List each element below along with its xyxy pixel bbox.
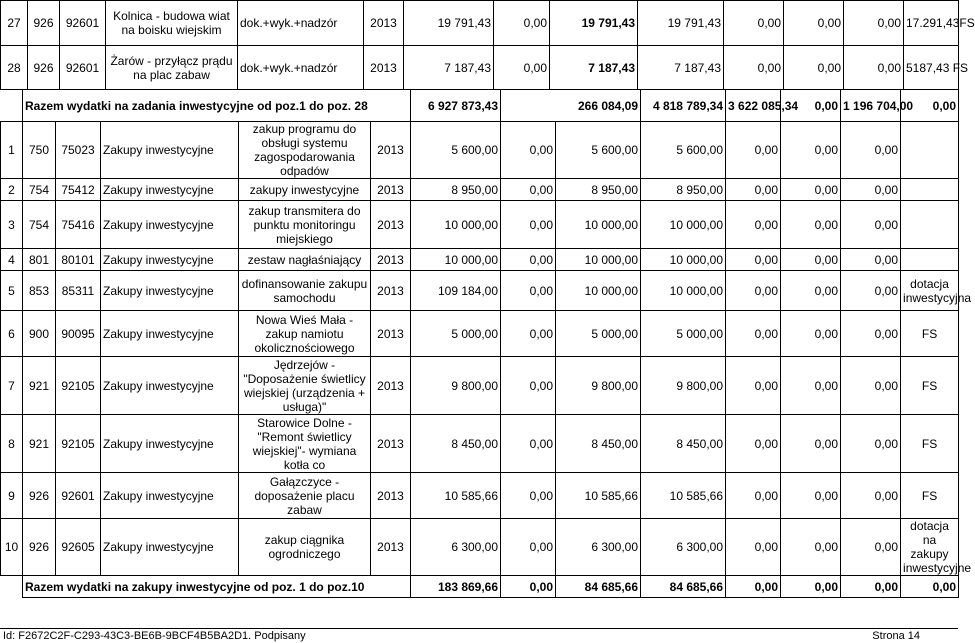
value-cell: 0,00	[501, 311, 556, 357]
value-cell: 0,00	[781, 179, 841, 201]
year-cell: 2013	[371, 519, 411, 576]
value-cell: 0,00	[844, 46, 904, 90]
table-row	[1, 271, 959, 311]
value-cell: 0,00	[501, 415, 556, 473]
value-cell: 8 450,00	[641, 415, 726, 473]
value-cell: 0,00	[501, 122, 556, 179]
value-cell: 0,00	[781, 473, 841, 519]
lp-cell: 9	[1, 473, 23, 519]
value-cell: 0,00	[501, 201, 556, 249]
value-cell: 0,00	[781, 122, 841, 179]
rozdzial-cell: 92601	[56, 473, 101, 519]
value-cell: 0,00	[501, 473, 556, 519]
value-cell: 109 184,00	[411, 271, 501, 311]
value-cell: 8 450,00	[411, 415, 501, 473]
description-cell: Gałązczyce - doposażenie placu zabaw	[239, 473, 371, 519]
total-label: Razem wydatki na zadania inwestycyjne od poz.1 do poz. 28	[23, 90, 411, 122]
total-value: 0,00	[781, 90, 841, 122]
value-cell: 0,00	[501, 519, 556, 576]
value-cell: 0,00	[726, 201, 781, 249]
total-value: 0,00	[501, 576, 556, 598]
year-cell: 2013	[371, 311, 411, 357]
value-cell: 0,00	[724, 46, 784, 90]
value-cell: 0,00	[841, 415, 901, 473]
notes-cell	[901, 179, 959, 201]
value-cell: 0,00	[781, 249, 841, 271]
total-value: 3 622 085,34	[726, 90, 781, 122]
table-row	[1, 357, 959, 415]
value-cell: 0,00	[841, 357, 901, 415]
rozdzial-cell: 92105	[56, 357, 101, 415]
value-cell: 10 000,00	[556, 249, 641, 271]
year-cell: 2013	[371, 249, 411, 271]
value-cell: 19 791,43	[638, 1, 724, 46]
value-cell: 5 600,00	[641, 122, 726, 179]
value-cell: 6 300,00	[556, 519, 641, 576]
value-cell: 10 585,66	[641, 473, 726, 519]
value-cell: 0,00	[781, 357, 841, 415]
value-cell: 0,00	[494, 46, 550, 90]
dzial-cell: 926	[28, 1, 60, 46]
year-cell: 2013	[371, 473, 411, 519]
notes-cell: 17.291,43FS	[904, 1, 959, 46]
value-cell: 0,00	[784, 1, 844, 46]
task-name-cell: Zakupy inwestycyjne	[101, 415, 239, 473]
total-value: 266 084,09	[501, 90, 641, 122]
value-cell: 8 950,00	[411, 179, 501, 201]
table-row	[1, 201, 959, 249]
value-cell: 0,00	[781, 201, 841, 249]
value-cell: 5 000,00	[411, 311, 501, 357]
value-cell: 0,00	[841, 122, 901, 179]
task-name-cell: Żarów - przyłącz prądu na plac zabaw	[106, 46, 238, 90]
value-cell: 10 000,00	[641, 249, 726, 271]
value-cell: 8 950,00	[641, 179, 726, 201]
value-cell: 0,00	[841, 179, 901, 201]
value-cell: 0,00	[501, 249, 556, 271]
value-cell: 10 000,00	[641, 201, 726, 249]
rozdzial-cell: 80101	[56, 249, 101, 271]
value-cell: 0,00	[781, 271, 841, 311]
value-cell: 0,00	[841, 519, 901, 576]
notes-cell: FS	[901, 473, 959, 519]
rozdzial-cell: 75412	[56, 179, 101, 201]
dzial-cell: 801	[23, 249, 56, 271]
value-cell: 8 950,00	[556, 179, 641, 201]
task-name-cell: Zakupy inwestycyjne	[101, 311, 239, 357]
value-cell: 0,00	[781, 519, 841, 576]
year-cell: 2013	[364, 1, 404, 46]
investment-table-main	[0, 89, 972, 598]
value-cell: 0,00	[726, 179, 781, 201]
value-cell: 19 791,43	[404, 1, 494, 46]
value-cell: 0,00	[501, 179, 556, 201]
dzial-cell: 750	[23, 122, 56, 179]
rozdzial-cell: 85311	[56, 271, 101, 311]
lp-cell: 8	[1, 415, 23, 473]
value-cell: 0,00	[501, 357, 556, 415]
value-cell: 5 000,00	[556, 311, 641, 357]
notes-cell: dotacja na zakupy inwestycyjne	[901, 519, 959, 576]
task-name-cell: Zakupy inwestycyjne	[101, 122, 239, 179]
total-value: 0,00	[781, 576, 841, 598]
total-value: 84 685,66	[641, 576, 726, 598]
dzial-cell: 926	[23, 473, 56, 519]
value-cell: 9 800,00	[411, 357, 501, 415]
total-value: 0,00	[841, 576, 901, 598]
table-row	[1, 122, 959, 179]
description-cell: Jędrzejów - "Doposażenie świetlicy wiejskiej (urządzenia + usługa)"	[239, 357, 371, 415]
dzial-cell: 900	[23, 311, 56, 357]
value-cell: 0,00	[724, 1, 784, 46]
lp-cell: 7	[1, 357, 23, 415]
document-id: Id: F2672C2F-C293-43C3-BE6B-9BCF4B5BA2D1. Podpisany	[3, 630, 306, 642]
value-cell: 0,00	[841, 271, 901, 311]
description-cell: zakup programu do obsługi systemu zagospodarowania odpadów	[239, 122, 371, 179]
description-cell: Nowa Wieś Mała - zakup namiotu okolicznościowego	[239, 311, 371, 357]
value-cell: 10 000,00	[411, 201, 501, 249]
task-name-cell: Kolnica - budowa wiat na boisku wiejskim	[106, 1, 238, 46]
rozdzial-cell: 92105	[56, 415, 101, 473]
description-cell: zestaw nagłaśniający	[239, 249, 371, 271]
value-cell: 0,00	[841, 249, 901, 271]
rozdzial-cell: 92601	[60, 1, 106, 46]
total-row-investment	[1, 90, 959, 122]
total-value: 183 869,66	[411, 576, 501, 598]
value-cell: 6 300,00	[411, 519, 501, 576]
value-cell: 0,00	[726, 122, 781, 179]
task-name-cell: Zakupy inwestycyjne	[101, 271, 239, 311]
value-cell: 5 600,00	[556, 122, 641, 179]
notes-cell	[901, 201, 959, 249]
lp-cell: 3	[1, 201, 23, 249]
lp-cell: 1	[1, 122, 23, 179]
value-cell: 5 000,00	[641, 311, 726, 357]
value-cell: 19 791,43	[550, 1, 638, 46]
year-cell: 2013	[371, 357, 411, 415]
lp-cell: 2	[1, 179, 23, 201]
year-cell: 2013	[364, 46, 404, 90]
page-number: Strona 14	[872, 630, 920, 642]
value-cell: 10 000,00	[556, 201, 641, 249]
description-cell: dofinansowanie zakupu samochodu	[239, 271, 371, 311]
table-row	[1, 249, 959, 271]
value-cell: 0,00	[841, 473, 901, 519]
value-cell: 9 800,00	[641, 357, 726, 415]
value-cell: 0,00	[841, 311, 901, 357]
total-value: 0,00	[726, 576, 781, 598]
rozdzial-cell: 92605	[56, 519, 101, 576]
notes-cell	[901, 122, 959, 179]
lp-cell: 27	[1, 1, 28, 46]
table-row	[1, 519, 959, 576]
lp-cell: 4	[1, 249, 23, 271]
notes-cell: 5187,43 FS	[904, 46, 959, 90]
notes-cell: dotacja inwestycyjna	[901, 271, 959, 311]
value-cell: 10 000,00	[641, 271, 726, 311]
table-row	[1, 311, 959, 357]
value-cell: 0,00	[726, 519, 781, 576]
dzial-cell: 853	[23, 271, 56, 311]
description-cell: Starowice Dolne - "Remont świetlicy wiejskiej"- wymiana kotła co	[239, 415, 371, 473]
dzial-cell: 926	[23, 519, 56, 576]
notes-cell: FS	[901, 311, 959, 357]
rozdzial-cell: 75023	[56, 122, 101, 179]
value-cell: 7 187,43	[550, 46, 638, 90]
value-cell: 0,00	[726, 415, 781, 473]
total-value: 0,00	[901, 576, 959, 598]
rozdzial-cell: 75416	[56, 201, 101, 249]
task-name-cell: Zakupy inwestycyjne	[101, 249, 239, 271]
total-value: 1 196 704,00	[841, 90, 901, 122]
task-name-cell: Zakupy inwestycyjne	[101, 179, 239, 201]
value-cell: 0,00	[781, 415, 841, 473]
task-name-cell: Zakupy inwestycyjne	[101, 201, 239, 249]
value-cell: 0,00	[844, 1, 904, 46]
value-cell: 10 000,00	[556, 271, 641, 311]
page-footer	[0, 628, 958, 643]
total-value: 84 685,66	[556, 576, 641, 598]
table-row	[1, 46, 959, 90]
description-cell: zakupy inwestycyjne	[239, 179, 371, 201]
value-cell: 0,00	[726, 311, 781, 357]
value-cell: 9 800,00	[556, 357, 641, 415]
dzial-cell: 921	[23, 357, 56, 415]
table-row	[1, 1, 959, 46]
value-cell: 7 187,43	[404, 46, 494, 90]
table-row	[1, 473, 959, 519]
dzial-cell: 754	[23, 179, 56, 201]
value-cell: 0,00	[781, 311, 841, 357]
total-value: 6 927 873,43	[411, 90, 501, 122]
type-cell: dok.+wyk.+nadzór	[238, 1, 364, 46]
value-cell: 0,00	[494, 1, 550, 46]
lp-cell: 5	[1, 271, 23, 311]
value-cell: 0,00	[726, 271, 781, 311]
value-cell: 6 300,00	[641, 519, 726, 576]
investment-table-top	[0, 0, 975, 90]
total-value: 4 818 789,34	[641, 90, 726, 122]
dzial-cell: 921	[23, 415, 56, 473]
table-row	[1, 415, 959, 473]
value-cell: 10 000,00	[411, 249, 501, 271]
lp-cell: 28	[1, 46, 28, 90]
value-cell: 10 585,66	[411, 473, 501, 519]
value-cell: 10 585,66	[556, 473, 641, 519]
value-cell: 0,00	[784, 46, 844, 90]
notes-cell: FS	[901, 357, 959, 415]
total-row-purchases	[1, 576, 959, 598]
year-cell: 2013	[371, 201, 411, 249]
description-cell: zakup ciągnika ogrodniczego	[239, 519, 371, 576]
value-cell: 0,00	[726, 249, 781, 271]
lp-cell: 6	[1, 311, 23, 357]
task-name-cell: Zakupy inwestycyjne	[101, 357, 239, 415]
value-cell: 0,00	[841, 201, 901, 249]
value-cell: 7 187,43	[638, 46, 724, 90]
year-cell: 2013	[371, 415, 411, 473]
description-cell: zakup transmitera do punktu monitoringu miejskiego	[239, 201, 371, 249]
type-cell: dok.+wyk.+nadzór	[238, 46, 364, 90]
notes-cell	[901, 249, 959, 271]
rozdzial-cell: 90095	[56, 311, 101, 357]
lp-cell: 10	[1, 519, 23, 576]
dzial-cell: 926	[28, 46, 60, 90]
task-name-cell: Zakupy inwestycyjne	[101, 519, 239, 576]
notes-cell: FS	[901, 415, 959, 473]
year-cell: 2013	[371, 271, 411, 311]
dzial-cell: 754	[23, 201, 56, 249]
year-cell: 2013	[371, 179, 411, 201]
total-label: Razem wydatki na zakupy inwestycyjne od poz. 1 do poz.10	[23, 576, 411, 598]
rozdzial-cell: 92601	[60, 46, 106, 90]
year-cell: 2013	[371, 122, 411, 179]
value-cell: 8 450,00	[556, 415, 641, 473]
value-cell: 0,00	[501, 271, 556, 311]
value-cell: 5 600,00	[411, 122, 501, 179]
value-cell: 0,00	[726, 357, 781, 415]
task-name-cell: Zakupy inwestycyjne	[101, 473, 239, 519]
value-cell: 0,00	[726, 473, 781, 519]
total-value: 0,00	[901, 90, 959, 122]
table-row	[1, 179, 959, 201]
